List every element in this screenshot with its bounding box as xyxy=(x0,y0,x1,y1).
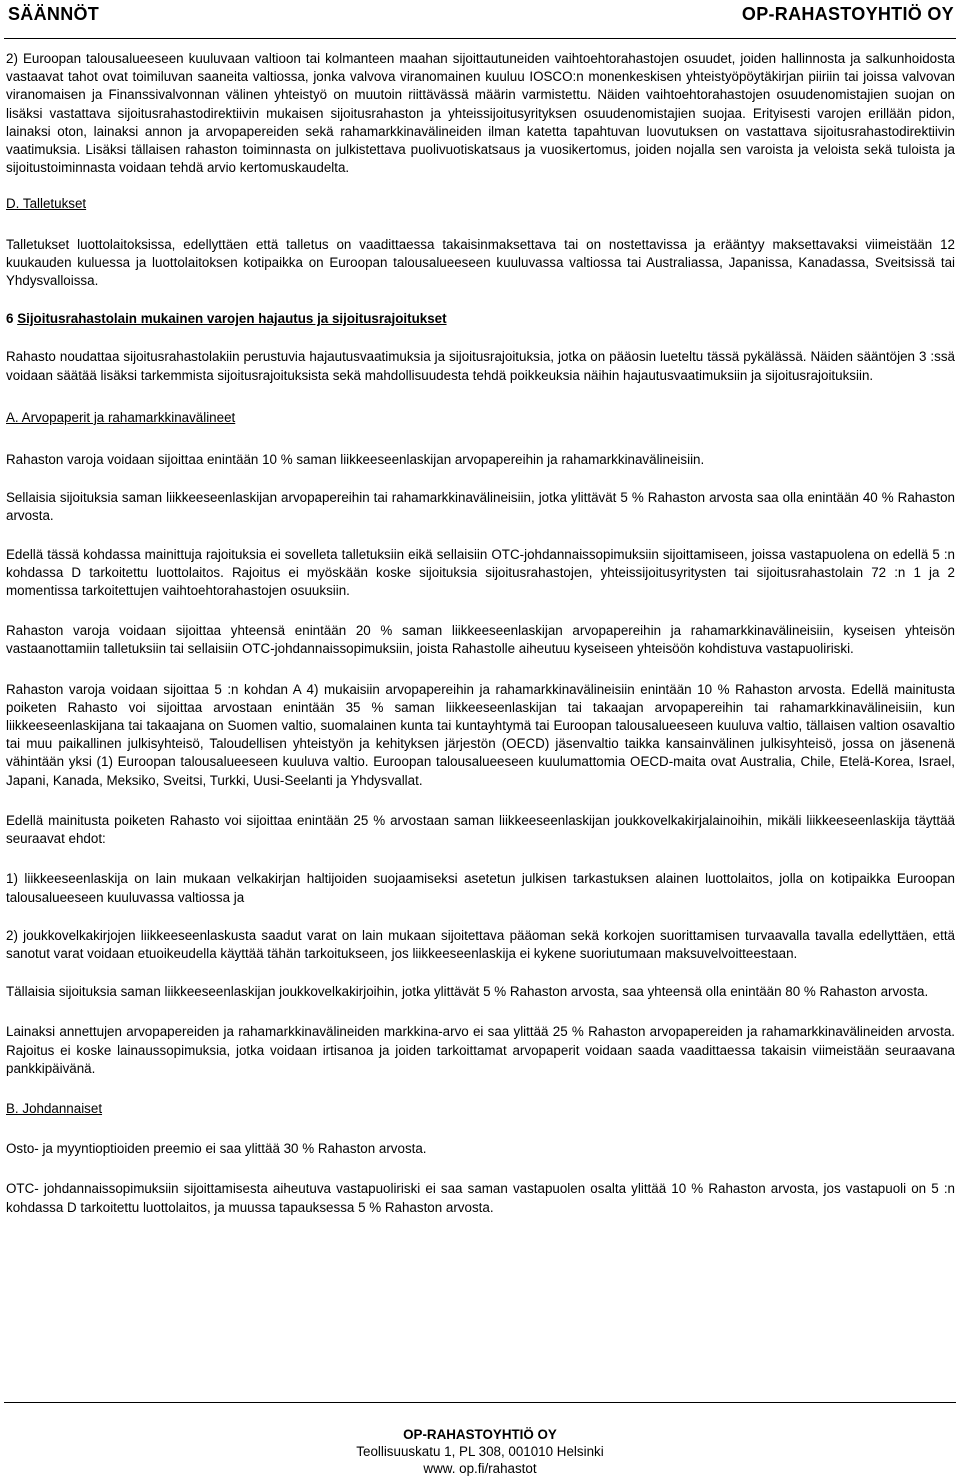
document-body xyxy=(6,50,955,1217)
paragraph-a3-text-2: Rajoitus ei myöskään koske sijoituksia sijoitusrahastojen, yhteissijoitusyritysten tai sijoitusrahastolain 72 :n 1 ja 2 momentissa tarkoitettujen vaihtoehtorahastojen osuuksiin. xyxy=(6,564,955,599)
section-a-heading: A. Arvopaperit ja rahamarkkinavälineet xyxy=(6,409,236,425)
footer-company: OP-RAHASTOYHTIÖ OY xyxy=(403,1427,557,1442)
paragraph-a8: 2) joukkovelkakirjojen liikkeeseenlaskusta saadut varat on lain mukaan sijoitettava pääoman sekä korkojen suorittamisen turvaavalla tavalla edellyttäen, että sanotut varat voidaan etuoikeudella käyttää tähän tarkoitukseen, jos liikkeeseenlaskija ei kykene suoriutumaan maksuvelvoitteestaan. xyxy=(6,927,955,961)
paragraph-a2: Sellaisia sijoituksia saman liikkeeseenlaskijan arvopapereihin tai rahamarkkinavälineisiin, jotka ylittävät 5 % Rahaston arvosta saa olla enintään 40 % Rahaston arvosta. xyxy=(6,490,955,524)
paragraph-b2: OTC- johdannaissopimuksiin sijoittamisesta aiheutuva vastapuoliriski ei saa saman vastapuolen osalta ylittää 10 % Rahaston arvosta, jos vastapuoli on 5 :n kohdassa D tarkoitettu luottolaitos, ja muussa tapauksessa 5 % Rahaston arvosta. xyxy=(6,1181,955,1215)
footer-website: www. op.fi/rahastot xyxy=(423,1461,537,1476)
paragraph-s6: Rahasto noudattaa sijoitusrahastolakiin perustuvia hajautusvaatimuksia ja sijoitusrajoituksia, jotka on pääosin lueteltu tässä pykälässä. Näiden sääntöjen 3 :ssä voidaan säätää lisäksi tarkemmista sijoitusrajoituksista sekä mahdollisuudesta tehdä poikkeuksia näihin hajautusvaatimuksiin ja sijoitusrajoituksiin. xyxy=(6,349,955,383)
paragraph-a5-text-2: Edellä mainitusta poiketen Rahasto voi sijoittaa arvostaan enintään 35 % saman liikkeeseenlaskijan tai takaajan arvopapereihin tai rahamarkkinavälineisiin, kun liikkeeseenlaskijana tai takaajana on Suomen valtio, suomalainen kunta tai kuntayhtymä tai Euroopan talousalueeseen kuuluva valtio, tällaisen valtion osavaltio tai muu paikallinen julkisyhteisö, Taloudellisen yhteistyön ja kehityksen järjestön (OECD) jäsenvaltio taikka kansainvälinen julkisyhteisö, jossa on jäsenenä vähintään yksi (1) Euroopan talousalueeseen kuuluva valtio. Euroopan talousalueeseen kuulumattomia OECD-maita ovat Australia, Chile, Etelä-Korea, Israel, Japani, Kanada, Meksiko, Sveitsi, Turkki, Uusi-Seelanti ja Yhdysvallat. xyxy=(6,681,955,788)
paragraph-a9: Tällaisia sijoituksia saman liikkeeseenlaskijan joukkovelkakirjoihin, jotka ylittävät 5 % Rahaston arvosta, saa yhteensä olla enintään 80 % Rahaston arvosta. xyxy=(6,984,929,1000)
paragraph-c2-text-b3: Lisäksi tällaisen rahaston toiminnasta on julkistettava puolivuotiskatsaus ja vuosikertomus, joiden nojalla sen varoista ja veloista sekä tuloista ja sijoitustoiminnasta voidaan tehdä arvio kertomuskaudelta. xyxy=(6,142,955,176)
paragraph-d: Talletukset luottolaitoksissa, edellyttäen että talletus on vaadittaessa takaisinmaksettava tai on nostettavissa ja erääntyy maksettavaksi viimeistään 12 kuukauden kuluessa ja luottolaitoksen kotipaikka on Euroopan talousalueeseen kuuluvassa valtiossa tai Australiassa, Japanissa, Kanadassa, Sveitsissä tai Yhdysvalloissa. xyxy=(6,236,955,289)
paragraph-c2-text-b1: Näiden vaihtoehtorahastojen osuudenomistajien suojan on lisäksi vastattava sijoitusrahastodirektiivin mukaisen sijoitusrahaston ja yhteissijoitusyrityksen osuudenomistajien suojaa. xyxy=(6,87,955,121)
company-name-header: OP-RAHASTOYHTIÖ OY xyxy=(741,4,954,24)
paragraph-a10-text-1: Lainaksi annettujen arvopapereiden ja rahamarkkinavälineiden markkina-arvo ei saa ylittää 25 % Rahaston arvopapereiden ja rahamarkkinavälineiden arvosta. xyxy=(6,1024,955,1040)
section-b-heading: B. Johdannaiset xyxy=(6,1100,103,1116)
paragraph-c2-text-a: 2) Euroopan talousalueeseen kuuluvaan valtioon tai kolmanteen maahan sijoittautuneiden vaihtoehtorahastojen osuudet, joiden hallinnosta ja salkunhoidosta vastaavat tahot ovat toimiluvan saaneita valtiossa, jonka valvova viranomainen kuuluu IOSCO:n monenkeskisen yhteistyöpöytäkirjan piiriin tai joissa valvovan viranomaisen ja Finanssivalvonnan välinen yhteistyö on muutoin riittävässä määrin varmistettu. xyxy=(6,51,955,103)
section-6-heading xyxy=(6,310,955,328)
section-6-number: 6 xyxy=(6,311,14,327)
paragraph-a5 xyxy=(6,681,955,790)
footer-address: Teollisuuskatu 1, PL 308, 001010 Helsinki xyxy=(356,1444,604,1459)
document-title: SÄÄNNÖT xyxy=(8,4,100,24)
paragraph-a6: Edellä mainitusta poiketen Rahasto voi sijoittaa enintään 25 % arvostaan saman liikkeeseenlaskijan joukkovelkakirjalainoihin, mikäli liikkeeseenlaskija täyttää seuraavat ehdot: xyxy=(6,812,955,847)
page-footer xyxy=(0,1402,960,1477)
paragraph-b1: Osto- ja myyntioptioiden preemio ei saa ylittää 30 % Rahaston arvosta. xyxy=(6,1141,427,1157)
header-divider xyxy=(4,38,956,39)
paragraph-c2-text-b2: Erityisesti varojen erillään pidon, lainaksi oton, lainaksi annon ja arvopapereiden sekä rahamarkkinavälineiden ilman katetta tapahtuvan luovutuksen on vastattava sijoitusrahastodirektiivin vaatimuksia. xyxy=(6,105,955,158)
paragraph-a10-text-2: Rajoitus ei koske lainaussopimuksia, jotka voidaan irtisanoa ja joiden tarkoittamat arvopaperit voidaan saada vaadittaessa takaisin viimeistään seuraavana pankkipäivänä. xyxy=(6,1042,955,1076)
paragraph-a3-text-1: Edellä tässä kohdassa mainittuja rajoituksia ei sovelleta talletuksiin eikä sellaisiin OTC-johdannaissopimuksiin sijoittamiseen, joissa vastapuolena on edellä 5 :n kohdassa D tarkoitettu luottolaitos. xyxy=(6,546,955,580)
page-header xyxy=(0,0,960,42)
paragraph-a1: Rahaston varoja voidaan sijoittaa enintään 10 % saman liikkeeseenlaskijan arvopapereihin ja rahamarkkinavälineisiin. xyxy=(6,452,705,468)
paragraph-a5-text-1: Rahaston varoja voidaan sijoittaa 5 :n kohdan A 4) mukaisiin arvopapereihin ja rahamarkkinavälineisiin enintään 10 % Rahaston arvosta. xyxy=(6,681,846,697)
section-6-title: Sijoitusrahastolain mukainen varojen hajautus ja sijoitusrajoitukset xyxy=(17,311,447,327)
paragraph-a4: Rahaston varoja voidaan sijoittaa yhteensä enintään 20 % saman liikkeeseenlaskijan arvopapereihin ja rahamarkkinavälineisiin, kyseisen yhteisön vastaanottamiin talletuksiin tai sellaisiin OTC-johdannaissopimuksiin, joista Rahastolle aiheutuu kyseiseen yhteisöön kohdistuva vastapuoliriski. xyxy=(6,623,955,657)
paragraph-a10 xyxy=(6,1023,955,1078)
section-d-heading: D. Talletukset xyxy=(6,196,87,212)
footer-divider xyxy=(4,1402,956,1403)
paragraph-c2 xyxy=(6,50,955,177)
paragraph-a3 xyxy=(6,546,955,601)
paragraph-a7: 1) liikkeeseenlaskija on lain mukaan velkakirjan haltijoiden suojaamiseksi asetetun julkisen tarkastuksen alainen luottolaitos, jolla on kotipaikka Euroopan talousalueeseen kuuluvassa valtiossa ja xyxy=(6,871,955,905)
